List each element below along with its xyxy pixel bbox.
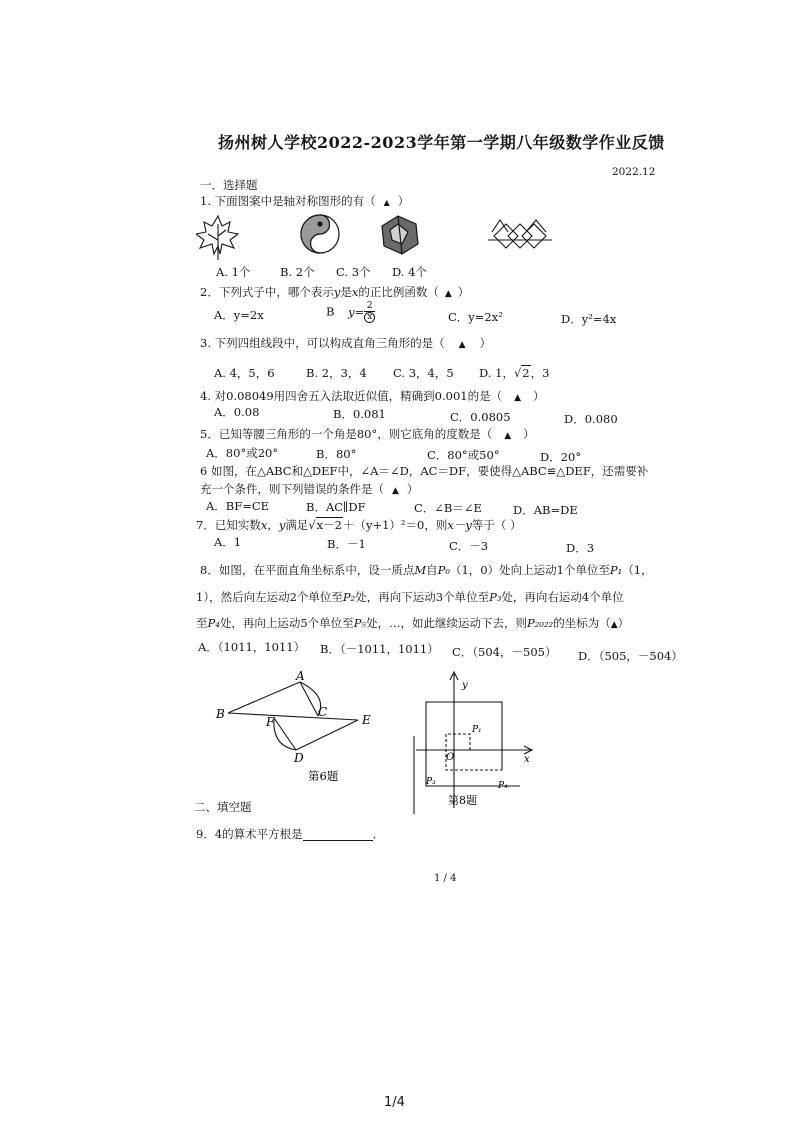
q8-point-p0: P₀ (437, 563, 450, 577)
label-e: E (362, 713, 371, 727)
fraction-denominator: x (364, 312, 375, 323)
q2-option-b (326, 302, 375, 323)
figure-caption: 第6题 (308, 769, 339, 783)
q5-stem: 5．已知等腰三角形的一个角是80°，则它底角的度数是（ (200, 427, 493, 441)
question-6-line1: 6 如图，在△ABC和△DEF中，∠A＝∠D，AC＝DF，要使得△ABC≌△DEF，还需要补 (200, 464, 649, 478)
line-de (296, 720, 358, 750)
question-1 (200, 194, 409, 210)
q4-stem: 4. 对0.08049用四舍五入法取近似值，精确到0.001的是（ (200, 389, 503, 403)
q8-close: ） (617, 616, 630, 630)
q2-end: 的正比例函数（ (358, 285, 439, 299)
q1-figures (196, 210, 556, 266)
yin-yang-figure (301, 215, 339, 253)
q5-option-c: C．80°或50° (427, 448, 500, 462)
answer-mark: ▲ (458, 340, 466, 350)
q7-stem-pre: 7．已知实数 (196, 518, 261, 532)
q6-option-b: B．AC∥DF (306, 500, 366, 514)
hexagon-figure (382, 216, 418, 254)
label-o: O (446, 752, 455, 763)
q1-option-a: A. 1个 (216, 265, 251, 279)
q1-option-c: C. 3个 (336, 265, 371, 279)
q6-close: ） (406, 482, 419, 496)
q8-point-p5: P₅ (353, 616, 367, 630)
q8-text: 自 (426, 563, 438, 577)
q2-option-a: A．y=2x (214, 308, 264, 322)
q4-option-b: B．0.081 (333, 407, 386, 421)
sqrt-radicand: x－2 (316, 518, 342, 532)
q8-text: 处，…，如此继续运动下去，则 (366, 616, 528, 630)
q3-option-b: B. 2，3，4 (306, 366, 367, 380)
q3-d-post: ，3 (530, 366, 550, 380)
q7-stem-post: ＋（y+1）²＝0，则 (342, 518, 448, 532)
q8-text: 至 (196, 616, 208, 630)
fraction-numerator: 2 (364, 302, 375, 312)
sqrt-radicand: 2 (522, 366, 530, 380)
line-fd (274, 718, 296, 750)
q9-end: ． (372, 827, 385, 841)
q6-option-c: C．∠B＝∠E (414, 501, 482, 515)
q4-option-d: D．0.080 (564, 412, 618, 426)
question-2 (200, 285, 469, 301)
question-8-line2 (196, 590, 624, 604)
answer-blank[interactable] (303, 829, 373, 841)
figure-q6 (210, 668, 380, 786)
page-title: 扬州树人学校2022-2023学年第一学期八年级数学作业反馈 (218, 133, 665, 152)
maple-leaf-figure (196, 216, 238, 260)
question-4 (200, 389, 545, 405)
label-y: y (462, 680, 468, 691)
q8-option-b: B．（－1011，1011） (320, 642, 439, 656)
label-d: D (294, 751, 304, 765)
q8-text: （1，0）处向上运动1个单位至 (449, 563, 610, 577)
q7-option-c: C．－3 (449, 539, 489, 553)
q8-text: 的坐标为（ (553, 616, 611, 630)
q6-option-d: D．AB=DE (513, 503, 578, 517)
line-ba (228, 682, 300, 713)
page-number-inner: 1 / 4 (434, 873, 457, 884)
q8-point-m: M (414, 563, 427, 577)
question-8-line3 (196, 616, 629, 632)
q3-option-c: C. 3，4，5 (393, 366, 454, 380)
q5-close: ） (523, 427, 535, 441)
q5-option-a: A．80°或20° (206, 446, 279, 460)
q4-close: ） (533, 389, 545, 403)
q5-option-b: B．80° (316, 447, 357, 461)
q2-b-label: B (326, 304, 335, 319)
var-x: x (351, 285, 359, 299)
fraction (364, 302, 375, 323)
q8-text: 1），然后向左运动2个单位至 (196, 590, 343, 604)
q6-stem: 充一个条件，则下列错误的条件是（ (200, 482, 384, 496)
figure-caption: 第8题 (448, 794, 477, 807)
diamond-knot-figure (488, 220, 552, 248)
question-3 (200, 336, 491, 352)
label-x: x (524, 754, 530, 765)
question-9 (196, 827, 384, 841)
q8-text: 处，再向右运动4个单位 (501, 590, 624, 604)
q8-option-a: A．（1011，1011） (198, 640, 306, 654)
line-be (228, 713, 358, 720)
label-p1: P₁ (472, 725, 482, 735)
q3-option-d: D. 1，√2，3 (479, 366, 550, 380)
q3-stem: 3. 下列四组线段中，可以构成直角三角形的是（ (200, 336, 445, 350)
answer-mark: ▲ (610, 620, 618, 630)
label-p3: P₃ (426, 777, 436, 787)
label-p4: P₄ (498, 781, 508, 791)
q9-stem: 9．4的算术平方根是 (196, 827, 303, 841)
q7-stem-end: 等于（ ） (471, 518, 522, 532)
q8-point-p3: P₃ (489, 590, 502, 604)
q7-option-a: A．1 (214, 535, 242, 549)
q8-text: 处，再向下运动3个单位至 (355, 590, 490, 604)
q8-text: （1， (622, 563, 653, 577)
q8-point-p2022: P₂₀₂₂ (527, 616, 554, 630)
label-b: B (216, 707, 225, 721)
path-outer (426, 702, 520, 786)
q7-option-d: D．3 (566, 541, 595, 555)
date-stamp: 2022.12 (612, 166, 656, 178)
figure-q8 (408, 666, 542, 816)
q7-expression: x－y (447, 518, 472, 532)
q6-option-a: A．BF=CE (206, 499, 270, 513)
q1-close: ） (397, 194, 410, 208)
section-heading: 一．选择题 (200, 178, 258, 192)
question-6-line2 (200, 482, 418, 498)
q1-stem: 1. 下面图案中是轴对称图形的有（ (200, 194, 376, 208)
q8-option-d: D．（505，－504） (578, 649, 683, 663)
label-c: C (318, 705, 328, 719)
label-f: F (266, 715, 275, 729)
q8-point-p1: P₁ (609, 563, 623, 577)
answer-mark: ▲ (383, 198, 390, 207)
q8-point-p2: P₂ (342, 590, 356, 604)
q3-d-pre: D. 1， (479, 366, 514, 380)
answer-mark: ▲ (444, 289, 452, 299)
question-5 (200, 427, 535, 443)
q1-option-d: D. 4个 (392, 265, 427, 279)
q1-option-b: B. 2个 (280, 265, 315, 279)
q2-option-c: C．y=2x² (448, 310, 503, 324)
answer-mark: ▲ (504, 431, 512, 441)
q3-option-a: A. 4，5，6 (214, 366, 275, 380)
answer-mark: ▲ (514, 393, 522, 403)
q7-option-b: B．－1 (327, 537, 366, 551)
q8-text: 8．如图，在平面直角坐标系中，设一质点 (200, 563, 415, 577)
q5-option-d: D．20° (540, 450, 582, 464)
q7-stem-mid: 满足 (285, 518, 309, 532)
q2-option-d: D．y²=4x (561, 312, 617, 326)
answer-mark: ▲ (392, 486, 399, 496)
section-heading: 二、填空题 (194, 800, 252, 814)
label-a: A (296, 669, 305, 683)
page-number-outer: 1/4 (384, 1095, 405, 1110)
q2-mid: 是 (340, 285, 352, 299)
question-7: 7．已知实数x，y满足√x－2＋（y+1）²＝0，则x－y等于（ ） (196, 518, 522, 532)
q2-stem: 2．下列式子中，哪个表示 (200, 285, 334, 299)
q8-option-c: C．（504，－505） (452, 645, 557, 659)
q8-point-p4: P₄ (207, 616, 220, 630)
q8-text: 处，再向上运动5个单位至 (219, 616, 354, 630)
q2-close: ） (457, 285, 470, 299)
q2-b-y: y= (348, 304, 365, 319)
var-y: y (333, 285, 341, 299)
q3-close: ） (479, 336, 492, 350)
q4-option-a: A．0.08 (214, 405, 260, 419)
q7-vars: x，y (260, 518, 286, 532)
q4-option-c: C．0.0805 (450, 410, 511, 424)
question-8-line1 (200, 563, 653, 577)
